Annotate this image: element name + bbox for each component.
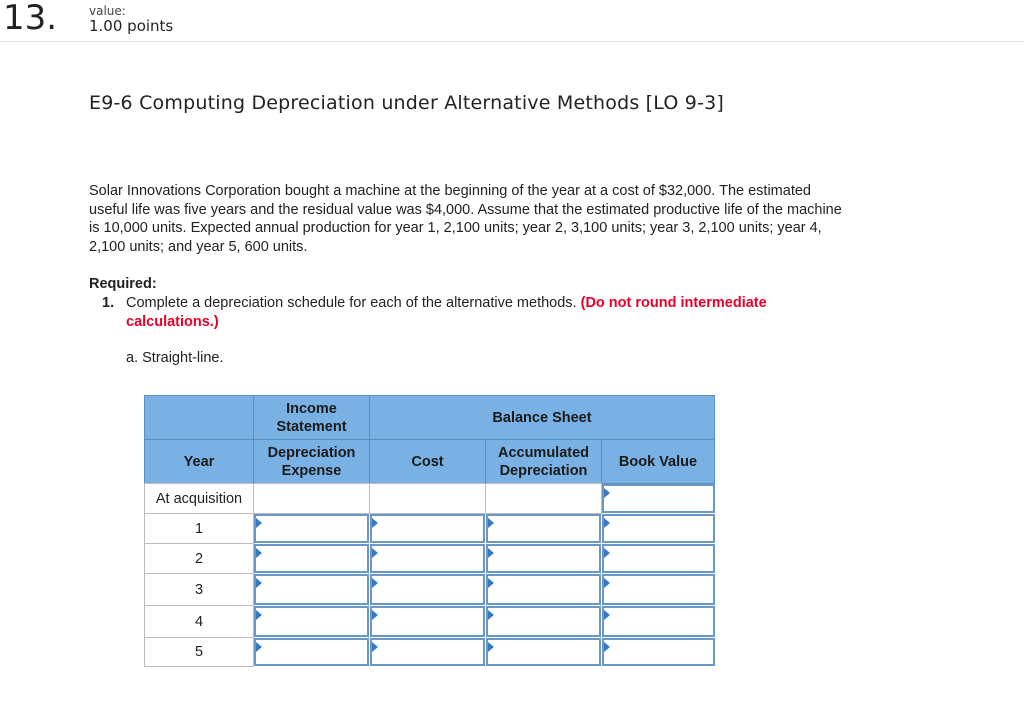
header-divider bbox=[0, 41, 1024, 42]
header-depreciation-expense: Depreciation Expense bbox=[253, 439, 370, 484]
cost-input-cell bbox=[370, 514, 485, 543]
book-value-input-cell bbox=[602, 544, 715, 573]
book-value-input-cell bbox=[602, 638, 715, 666]
input-flag-icon bbox=[372, 578, 378, 588]
dep-input-cell bbox=[254, 638, 369, 666]
depreciation-expense-input[interactable] bbox=[256, 576, 367, 603]
input-flag-icon bbox=[604, 578, 610, 588]
dep-input-cell bbox=[254, 574, 369, 605]
input-flag-icon bbox=[256, 578, 262, 588]
accumulated-depreciation-input[interactable] bbox=[488, 576, 599, 603]
empty-cell bbox=[369, 483, 486, 514]
cost-input-cell bbox=[370, 574, 485, 605]
year-cell: 4 bbox=[144, 605, 254, 638]
input-flag-icon bbox=[604, 642, 610, 652]
depreciation-expense-input[interactable] bbox=[256, 516, 367, 541]
problem-description: Solar Innovations Corporation bought a machine at the beginning of the year at a cost of $32,000. The estimated useful life was five years and the residual value was $4,000. Assume that the estimated productive life of the machine is 10,000 units. Expected annual production for year 1, 2,100 units; year 2, 3,100 units; year 3, 2,100 units; year 4, 2,100 units; and year 5, 600 units. bbox=[89, 183, 842, 255]
book-value-input-cell bbox=[602, 574, 715, 605]
book-value-input-cell bbox=[602, 606, 715, 637]
accumulated-depreciation-input[interactable] bbox=[488, 546, 599, 571]
accum-input-cell bbox=[486, 574, 601, 605]
empty-cell bbox=[485, 483, 602, 514]
accumulated-depreciation-input[interactable] bbox=[488, 516, 599, 541]
requirement-number: 1. bbox=[102, 295, 115, 311]
input-flag-icon bbox=[488, 518, 494, 528]
book-value-input-cell bbox=[602, 514, 715, 543]
book-value-input-cell bbox=[602, 484, 715, 513]
year-cell: At acquisition bbox=[144, 483, 254, 514]
book-value-input[interactable] bbox=[604, 516, 713, 541]
header-book-value: Book Value bbox=[601, 439, 715, 484]
input-flag-icon bbox=[256, 610, 262, 620]
accumulated-depreciation-input[interactable] bbox=[488, 608, 599, 635]
book-value-input[interactable] bbox=[604, 608, 713, 635]
input-flag-icon bbox=[372, 642, 378, 652]
input-flag-icon bbox=[488, 610, 494, 620]
required-label: Required: bbox=[89, 276, 157, 292]
year-cell: 2 bbox=[144, 543, 254, 574]
cost-input[interactable] bbox=[372, 640, 483, 664]
input-flag-icon bbox=[604, 548, 610, 558]
input-flag-icon bbox=[372, 610, 378, 620]
year-cell: 3 bbox=[144, 573, 254, 606]
dep-input-cell bbox=[254, 606, 369, 637]
accum-input-cell bbox=[486, 638, 601, 666]
header-year: Year bbox=[144, 439, 254, 484]
input-flag-icon bbox=[372, 518, 378, 528]
input-flag-icon bbox=[256, 548, 262, 558]
year-cell: 1 bbox=[144, 513, 254, 544]
header-cost: Cost bbox=[369, 439, 486, 484]
accum-input-cell bbox=[486, 514, 601, 543]
header-empty-cell bbox=[144, 395, 254, 440]
empty-cell bbox=[253, 483, 370, 514]
input-flag-icon bbox=[604, 518, 610, 528]
depreciation-expense-input[interactable] bbox=[256, 608, 367, 635]
depreciation-expense-input[interactable] bbox=[256, 640, 367, 664]
year-cell: 5 bbox=[144, 637, 254, 667]
cost-input[interactable] bbox=[372, 576, 483, 603]
accumulated-depreciation-input[interactable] bbox=[488, 640, 599, 664]
cost-input-cell bbox=[370, 544, 485, 573]
cost-input[interactable] bbox=[372, 516, 483, 541]
cost-input[interactable] bbox=[372, 608, 483, 635]
input-flag-icon bbox=[256, 518, 262, 528]
value-label: value: bbox=[89, 4, 126, 18]
requirement-text bbox=[126, 294, 846, 331]
dep-input-cell bbox=[254, 544, 369, 573]
method-label: a. Straight-line. bbox=[126, 350, 224, 366]
input-flag-icon bbox=[488, 642, 494, 652]
depreciation-expense-input[interactable] bbox=[256, 546, 367, 571]
points-value: 1.00 points bbox=[89, 17, 174, 35]
input-flag-icon bbox=[604, 488, 610, 498]
book-value-input[interactable] bbox=[604, 576, 713, 603]
input-flag-icon bbox=[372, 548, 378, 558]
dep-input-cell bbox=[254, 514, 369, 543]
depreciation-schedule-table bbox=[144, 395, 715, 667]
header-income-statement: Income Statement bbox=[253, 395, 370, 440]
input-flag-icon bbox=[256, 642, 262, 652]
requirement-instruction: Complete a depreciation schedule for each of the alternative methods. bbox=[126, 295, 581, 311]
book-value-input[interactable] bbox=[604, 486, 713, 511]
cost-input[interactable] bbox=[372, 546, 483, 571]
book-value-input[interactable] bbox=[604, 546, 713, 571]
header-balance-sheet: Balance Sheet bbox=[369, 395, 715, 440]
accum-input-cell bbox=[486, 544, 601, 573]
problem-title: E9-6 Computing Depreciation under Alternative Methods [LO 9-3] bbox=[89, 92, 725, 114]
cost-input-cell bbox=[370, 606, 485, 637]
input-flag-icon bbox=[488, 548, 494, 558]
question-number: 13. bbox=[3, 0, 58, 38]
header-accumulated-depreciation: Accumulated Depreciation bbox=[485, 439, 602, 484]
book-value-input[interactable] bbox=[604, 640, 713, 664]
cost-input-cell bbox=[370, 638, 485, 666]
accum-input-cell bbox=[486, 606, 601, 637]
input-flag-icon bbox=[604, 610, 610, 620]
input-flag-icon bbox=[488, 578, 494, 588]
rounding-note: (Do not round intermediate calculations.) bbox=[126, 295, 767, 330]
